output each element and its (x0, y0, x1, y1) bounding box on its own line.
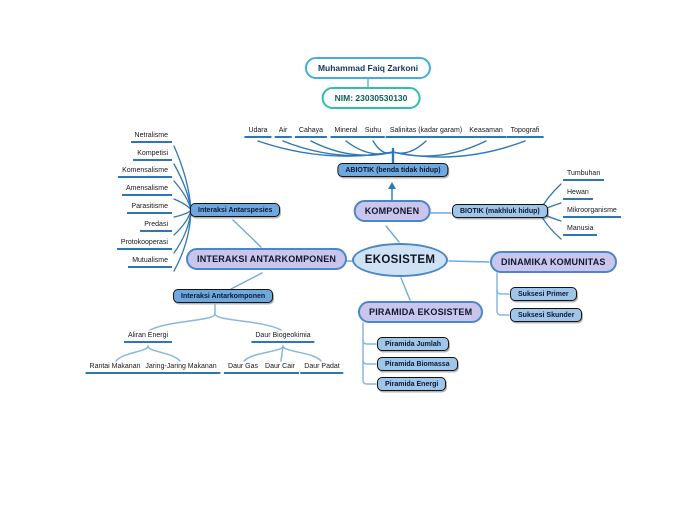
node-protokooperasi[interactable]: Protokooperasi (117, 239, 172, 250)
node-piramida-biomassa[interactable]: Piramida Biomassa (377, 357, 458, 371)
node-tumbuhan[interactable]: Tumbuhan (563, 170, 604, 181)
node-salinitas[interactable]: Salinitas (kadar garam) (386, 127, 466, 138)
node-topografi[interactable]: Topografi (507, 127, 544, 138)
node-suhu[interactable]: Suhu (361, 127, 385, 138)
author-name-node[interactable]: Muhammad Faiq Zarkoni (305, 57, 431, 79)
node-mikroorganisme[interactable]: Mikroorganisme (563, 207, 621, 218)
node-daur-biogeokimia[interactable]: Daur Biogeokimia (251, 332, 314, 343)
node-daur-padat[interactable]: Daur Padat (300, 363, 343, 374)
node-aliran-energi[interactable]: Aliran Energi (124, 332, 172, 343)
node-predasi[interactable]: Predasi (140, 221, 172, 232)
node-rantai-makanan[interactable]: Rantai Makanan (86, 363, 145, 374)
node-ekosistem-root[interactable]: EKOSISTEM (352, 243, 448, 277)
node-netralisme[interactable]: Netralisme (131, 132, 172, 143)
node-air[interactable]: Air (275, 127, 292, 138)
node-piramida-jumlah[interactable]: Piramida Jumlah (377, 337, 449, 351)
node-keasaman[interactable]: Keasaman (465, 127, 506, 138)
node-abiotik[interactable]: ABIOTIK (benda tidak hidup) (337, 163, 448, 177)
node-daur-cair[interactable]: Daur Cair (261, 363, 299, 374)
node-hewan[interactable]: Hewan (563, 189, 593, 200)
node-dinamika-komunitas[interactable]: DINAMIKA KOMUNITAS (490, 251, 617, 273)
node-suksesi-primer[interactable]: Suksesi Primer (510, 287, 577, 301)
node-amensalisme[interactable]: Amensalisme (122, 185, 172, 196)
node-mutualisme[interactable]: Mutualisme (128, 257, 172, 268)
node-jaring-jaring-makanan[interactable]: Jaring-Jaring Makanan (141, 363, 220, 374)
node-daur-gas[interactable]: Daur Gas (224, 363, 262, 374)
node-kompetisi[interactable]: Kompetisi (133, 150, 172, 161)
node-udara[interactable]: Udara (244, 127, 271, 138)
node-piramida-energi[interactable]: Piramida Energi (377, 377, 446, 391)
node-interaksi-antarkomponen-sub[interactable]: Interaksi Antarkomponen (173, 289, 273, 303)
node-interaksi-antarspesies[interactable]: Interaksi Antarspesies (190, 203, 280, 217)
node-mineral[interactable]: Mineral (331, 127, 362, 138)
node-cahaya[interactable]: Cahaya (295, 127, 327, 138)
node-komponen[interactable]: KOMPONEN (354, 200, 431, 222)
node-piramida-ekosistem[interactable]: PIRAMIDA EKOSISTEM (358, 301, 483, 323)
node-manusia[interactable]: Manusia (563, 225, 597, 236)
node-interaksi-antarkomponen-main[interactable]: INTERAKSI ANTARKOMPONEN (186, 248, 347, 270)
node-biotik[interactable]: BIOTIK (makhluk hidup) (452, 204, 548, 218)
node-parasitisme[interactable]: Parasitisme (127, 203, 172, 214)
node-komensalisme[interactable]: Komensalisme (118, 167, 172, 178)
node-suksesi-skunder[interactable]: Suksesi Skunder (510, 308, 582, 322)
author-nim-node[interactable]: NIM: 23030530130 (322, 87, 421, 109)
